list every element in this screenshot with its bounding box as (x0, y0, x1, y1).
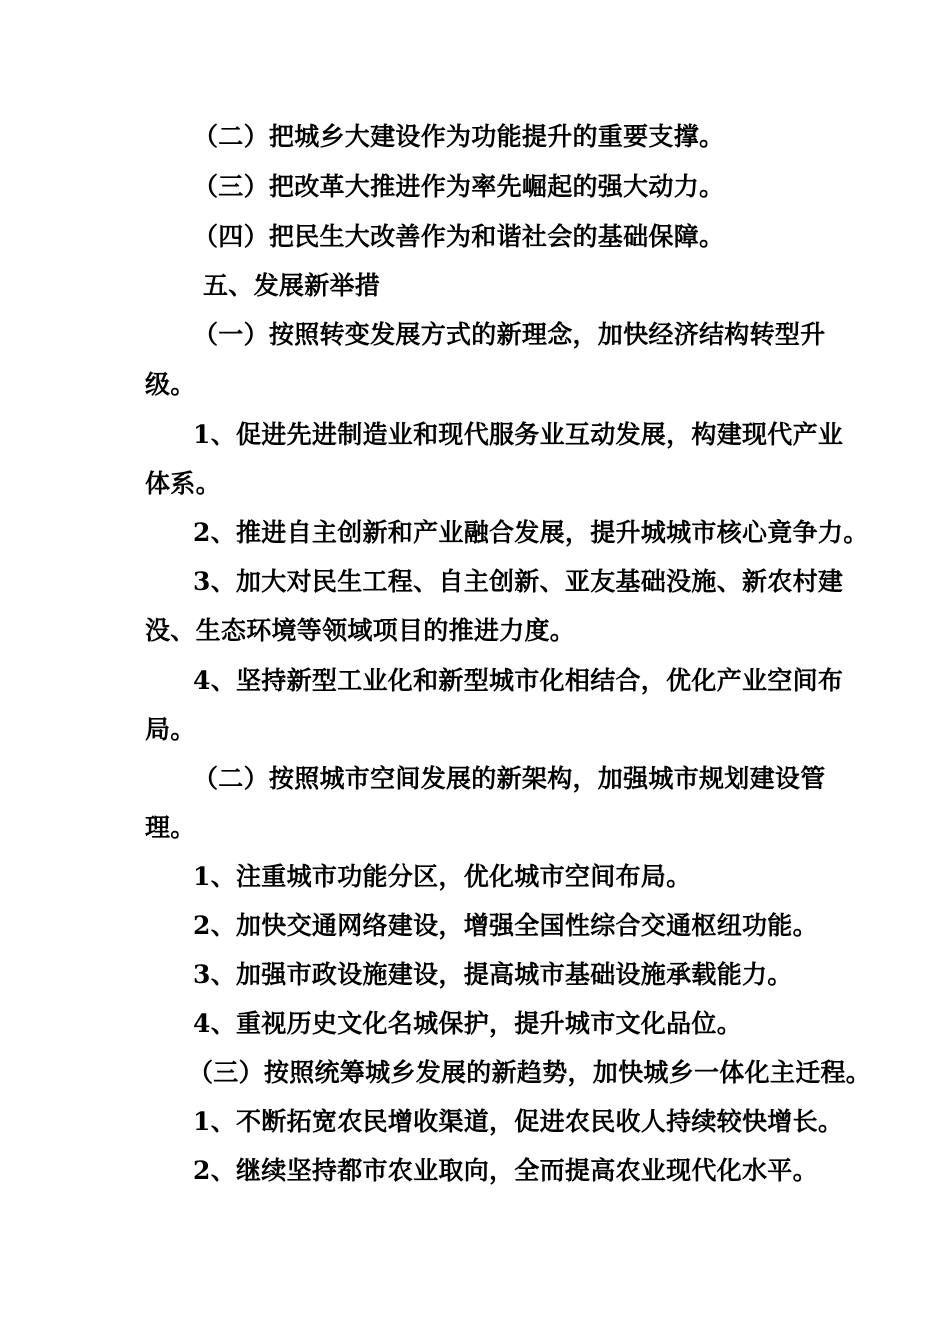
paragraph-line: 没、生态环境等领域项目的推进力度。 (145, 616, 576, 645)
list-item: 4、重视历史文化名城保护，提升城市文化品位。 (193, 1009, 742, 1038)
paragraph-line: 级。 (145, 370, 196, 399)
list-item: 3、加大对民生工程、自主创新、亚友基础没施、新农村建 (193, 567, 844, 596)
paragraph-line: 理。 (145, 813, 196, 842)
subsection-heading: （二）按照城市空间发展的新架构，加强城市规划建设管 (193, 764, 826, 793)
paragraph-line: （四）把民生大改善作为和谐社会的基础保障。 (193, 222, 725, 251)
paragraph-line: 局。 (145, 715, 196, 744)
list-item: 3、加强市政设施建设，提高城市基础设施承载能力。 (193, 960, 793, 989)
list-item: 2、加快交通网络建设，增强全国性综合交通枢纽功能。 (193, 911, 818, 940)
paragraph-line: （二）把城乡大建设作为功能提升的重要支撑。 (193, 122, 725, 151)
list-item: 2、推进自主创新和产业融合发展，提升城城市核心竟争力。 (193, 518, 869, 547)
list-item: 4、坚持新型工业化和新型城市化相结合，优化产业空间布 (193, 666, 844, 695)
paragraph-line: （三）把改革大推进作为率先崛起的强大动力。 (193, 172, 725, 201)
list-item: 1、促进先进制造业和现代服务业互动发展，构建现代产业 (193, 420, 844, 449)
subsection-heading: （一）按照转变发展方式的新理念，加快经济结构转型升 (193, 320, 826, 349)
list-item: 2、继续坚持都市农业取向，全而提高农业现代化水平。 (193, 1156, 818, 1185)
list-item: 1、注重城市功能分区，优化城市空间布局。 (193, 862, 692, 891)
list-item: 1、不断拓宽农民增收渠道，促进农民收人持续较快增长。 (193, 1107, 844, 1136)
paragraph-line: 体系。 (145, 469, 221, 498)
section-heading: 五、发展新举措 (203, 271, 381, 300)
subsection-heading: （三）按照统筹城乡发展的新趋势，加快城乡一体化主迁程。 (188, 1058, 872, 1087)
